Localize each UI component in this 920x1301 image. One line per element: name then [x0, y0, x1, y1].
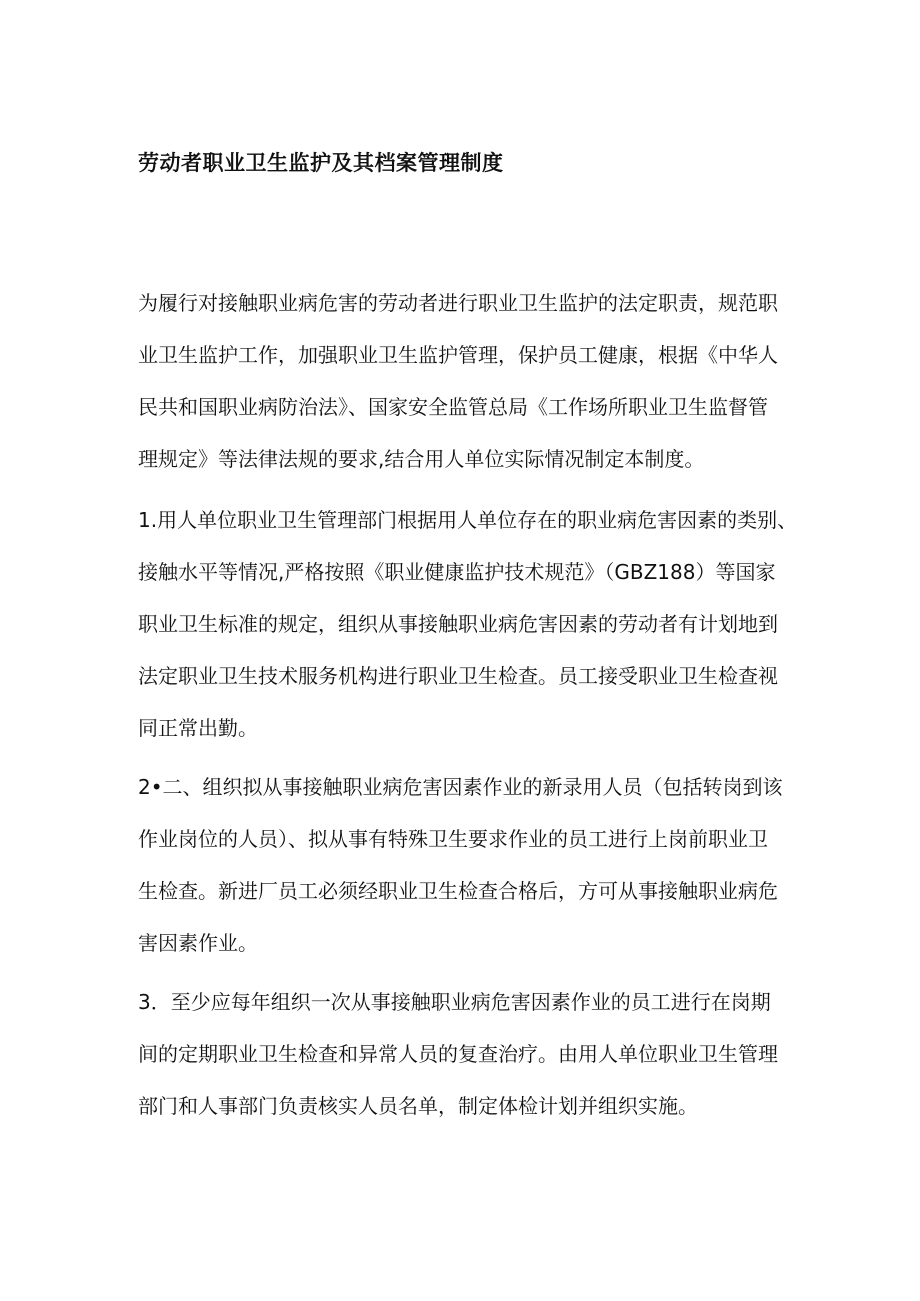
item-3-paragraph: [138, 976, 798, 1132]
paragraph-line: 2•二、组织拟从事接触职业病危害因素作业的新录用人员（包括转岗到该: [138, 775, 783, 799]
paragraph-line: 间的定期职业卫生检查和异常人员的复查治疗。由用人单位职业卫生管理: [138, 1042, 778, 1066]
paragraph-line: 部门和人事部门负责核实人员名单，制定体检计划并组织实施。: [138, 1094, 698, 1118]
paragraph-line: 业卫生监护工作，加强职业卫生监护管理，保护员工健康，根据《中华人: [138, 343, 778, 367]
paragraph-line: 生检查。新进厂员工必须经职业卫生检查合格后，方可从事接触职业病危: [138, 879, 778, 903]
paragraph-line: 接触水平等情况,严格按照《职业健康监护技术规范》（GBZ188）等国家: [138, 560, 776, 584]
paragraph-line: 同正常出勤。: [138, 716, 258, 740]
paragraph-line: 3．至少应每年组织一次从事接触职业病危害因素作业的员工进行在岗期: [138, 990, 771, 1014]
paragraph-line: 职业卫生标准的规定，组织从事接触职业病危害因素的劳动者有计划地到: [138, 612, 778, 636]
paragraph-line: 害因素作业。: [138, 931, 258, 955]
item-1-paragraph: [138, 494, 798, 754]
document-title: 劳动者职业卫生监护及其档案管理制度: [138, 151, 504, 175]
paragraph-line: 1.用人单位职业卫生管理部门根据用人单位存在的职业病危害因素的类别、: [138, 508, 798, 532]
paragraph-line: 民共和国职业病防治法》、国家安全监管总局《工作场所职业卫生监督管: [138, 395, 768, 419]
item-2-paragraph: [138, 761, 798, 969]
paragraph-line: 为履行对接触职业病危害的劳动者进行职业卫生监护的法定职责，规范职: [138, 291, 778, 315]
paragraph-line: 作业岗位的人员）、拟从事有特殊卫生要求作业的员工进行上岗前职业卫: [138, 827, 768, 851]
intro-paragraph: [138, 277, 798, 485]
paragraph-line: 理规定》等法律法规的要求,结合用人单位实际情况制定本制度。: [138, 447, 705, 471]
paragraph-line: 法定职业卫生技术服务机构进行职业卫生检查。员工接受职业卫生检查视: [138, 664, 778, 688]
